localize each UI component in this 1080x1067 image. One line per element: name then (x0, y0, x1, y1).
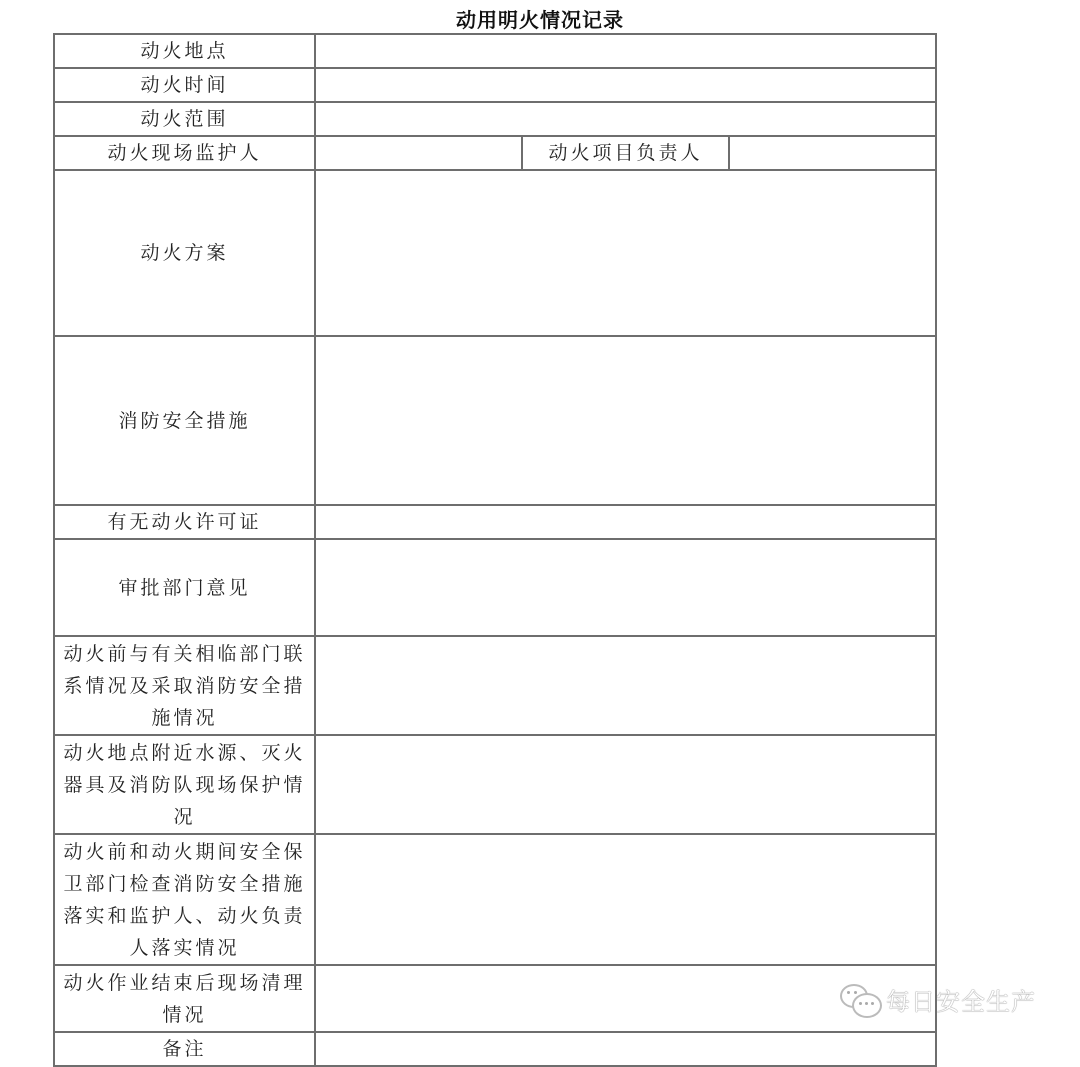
table-row (54, 505, 936, 539)
row-label: 动火前与有关相临部门联系情况及采取消防安全措施情况 (54, 636, 315, 735)
watermark-text: 每日安全生产 (886, 988, 1036, 1016)
value-cell-permit[interactable] (315, 505, 936, 539)
value-cell-scope[interactable] (315, 102, 936, 136)
row-label: 审批部门意见 (54, 539, 315, 636)
watermark (840, 982, 1036, 1017)
fire-record-form (53, 33, 937, 1067)
row-label: 有无动火许可证 (54, 505, 315, 539)
row-label: 动火地点附近水源、灭火器具及消防队现场保护情况 (54, 735, 315, 834)
table-row (54, 735, 936, 834)
value-cell-remarks[interactable] (315, 1032, 936, 1066)
value-cell-project-lead[interactable] (729, 136, 936, 170)
row-label-project-lead: 动火项目负责人 (522, 136, 729, 170)
value-cell-water-source[interactable] (315, 735, 936, 834)
table-row (54, 170, 936, 336)
value-cell-site-supervisor[interactable] (315, 136, 522, 170)
table-row (54, 102, 936, 136)
table-row (54, 336, 936, 505)
table-row (54, 1032, 936, 1066)
row-label: 动火地点 (54, 34, 315, 68)
table-row (54, 34, 936, 68)
value-cell-security-inspection[interactable] (315, 834, 936, 965)
value-cell-fire-safety-measures[interactable] (315, 336, 936, 505)
table-row (54, 834, 936, 965)
row-label: 动火范围 (54, 102, 315, 136)
table-row (54, 136, 936, 170)
table-row (54, 68, 936, 102)
table-row (54, 636, 936, 735)
row-label: 动火时间 (54, 68, 315, 102)
value-cell-approval-opinion[interactable] (315, 539, 936, 636)
value-cell-neighbor-contact[interactable] (315, 636, 936, 735)
document-title: 动用明火情况记录 (456, 8, 624, 32)
row-label: 动火作业结束后现场清理情况 (54, 965, 315, 1032)
value-cell-time[interactable] (315, 68, 936, 102)
value-cell-plan[interactable] (315, 170, 936, 336)
row-label: 消防安全措施 (54, 336, 315, 505)
row-label: 动火现场监护人 (54, 136, 315, 170)
row-label: 动火方案 (54, 170, 315, 336)
value-cell-location[interactable] (315, 34, 936, 68)
row-label: 动火前和动火期间安全保卫部门检查消防安全措施落实和监护人、动火负责人落实情况 (54, 834, 315, 965)
table-row (54, 965, 936, 1032)
row-label: 备注 (54, 1032, 315, 1066)
wechat-icon (840, 984, 880, 1016)
table-row (54, 539, 936, 636)
